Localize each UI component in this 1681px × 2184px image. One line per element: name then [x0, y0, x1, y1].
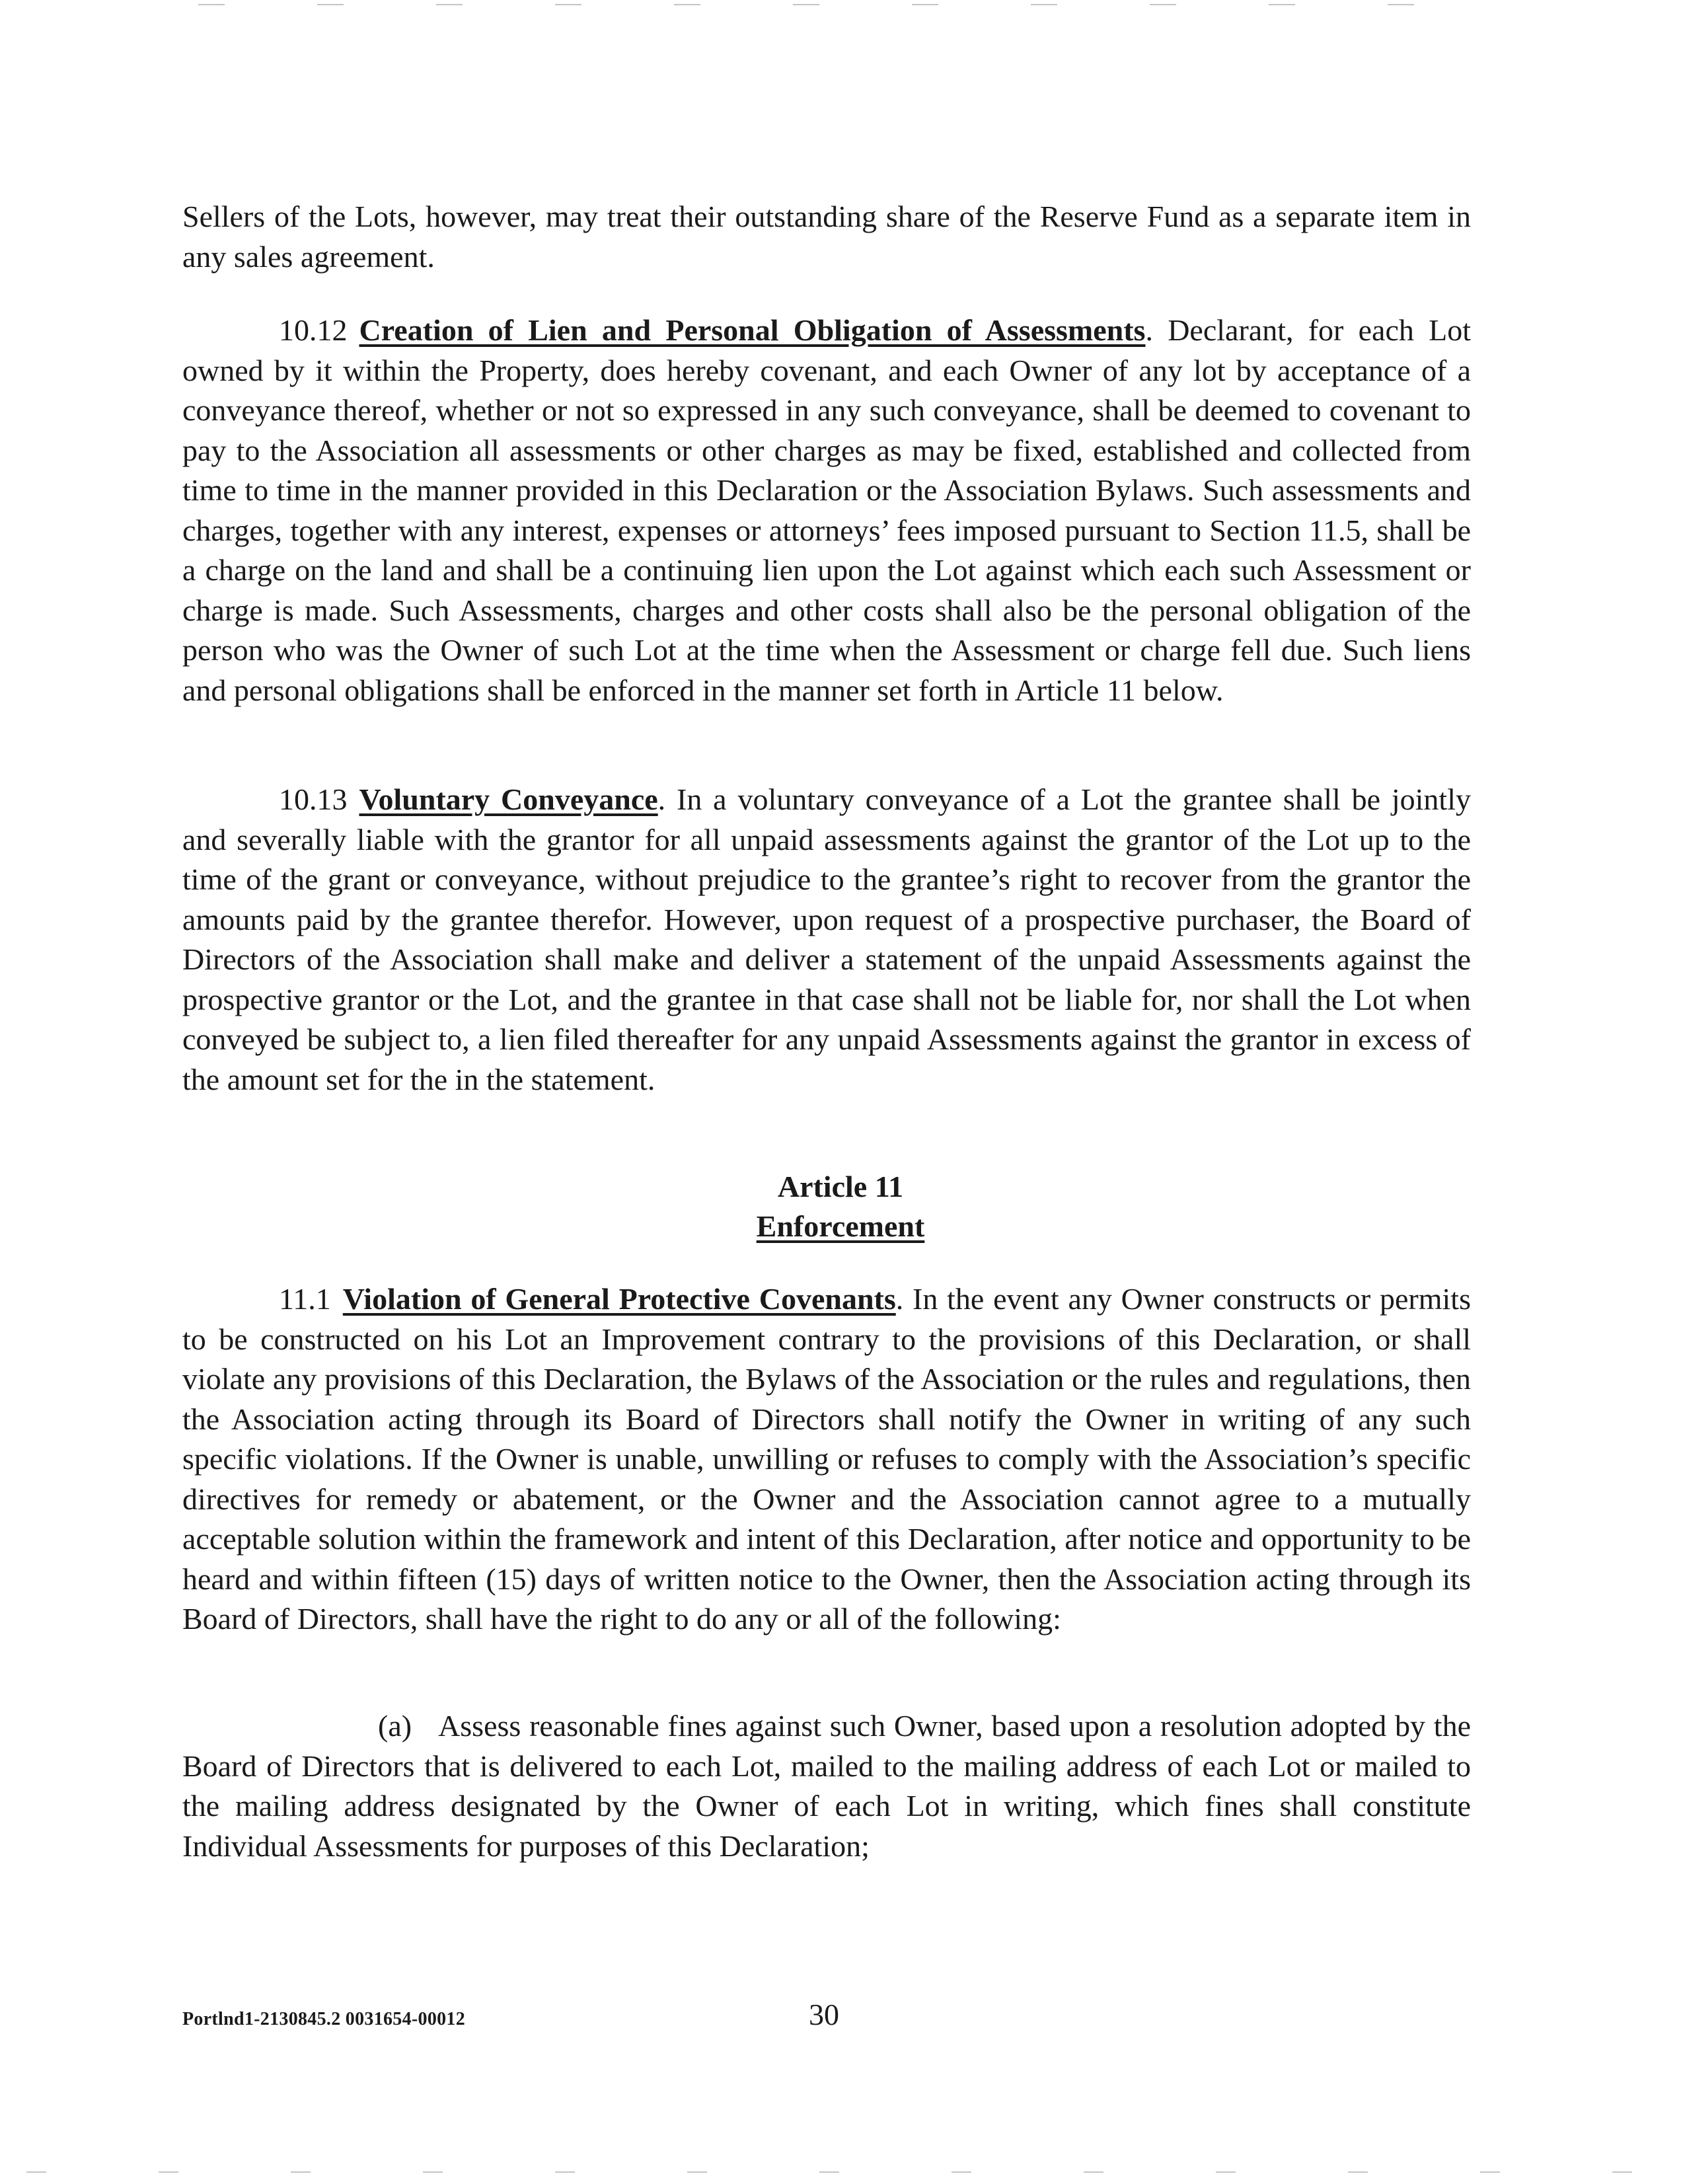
section-body: . In the event any Owner constructs or permits to be constructed on his Lot an Improvement contrary to the provisions of this Declaration, or shall violate any provisions of this Declaration, the Bylaws of the Association or the rules and regulations, then the Association acting through its Board of Directors shall notify the Owner in writing of any such specific violations. If the Owner is unable, unwilling or refuses to comply with the Association’s specific directives for remedy or abatement, or the Owner and the Association cannot agree to a mutually acceptable solution within the framework and intent of this Declaration, after notice and opportunity to be heard and within fifteen (15) days of written notice to the Owner, then the Association acting through its Board of Directors, shall have the right to do any or all of the following:	[182, 1282, 1471, 1636]
article-title	[0, 1207, 1681, 1246]
article-number: Article 11	[777, 1170, 904, 1203]
intro-paragraph: Sellers of the Lots, however, may treat their outstanding share of the Reserve Fund as a separate item in any sales agreement.	[182, 200, 1471, 274]
page-number: 30	[809, 1998, 839, 2031]
section-title: Violation of General Protective Covenants	[342, 1282, 896, 1316]
section-number: 10.12	[279, 313, 348, 347]
section-title: Voluntary Conveyance	[359, 782, 658, 816]
section-body: . In a voluntary conveyance of a Lot the grantee shall be jointly and severally liable with the grantor for all unpaid assessments against the grantor of the Lot up to the time of the grant or conveyance, without prejudice to the grantee’s right to recover from the grantor the amounts paid by the grantee therefor. However, upon request of a prospective purchaser, the Board of Directors of the Association shall make and deliver a statement of the unpaid Assessments against the prospective grantor or the Lot, and the grantee in that case shall not be liable for, nor shall the Lot when conveyed be subject to, a lien filed thereafter for any unpaid Assessments against the grantor in excess of the amount set for the in the statement.	[182, 782, 1471, 1096]
scan-mark-bottom	[26, 2171, 1652, 2173]
subsection-label: (a)	[378, 1709, 412, 1743]
section-11-1	[182, 1279, 1471, 1639]
section-10-13	[182, 780, 1471, 1100]
subsection-a	[182, 1706, 1471, 1866]
scan-mark-top	[198, 4, 1454, 5]
section-body: . Declarant, for each Lot owned by it within the Property, does hereby covenant, and each Owner of any lot by acceptance of a conveyance thereof, whether or not so expressed in any such conveyance, shall be deemed to covenant to pay to the Association all assessments or other charges as may be fixed, established and collected from time to time in the manner provided in this Declaration or the Association Bylaws. Such assessments and charges, together with any interest, expenses or attorneys’ fees imposed pursuant to Section 11.5, shall be a charge on the land and shall be a continuing lien upon the Lot against which each such Assessment or charge is made. Such Assessments, charges and other costs shall also be the personal obligation of the person who was the Owner of such Lot at the time when the Assessment or charge fell due. Such liens and personal obligations shall be enforced in the manner set forth in Article 11 below.	[182, 313, 1471, 707]
section-10-12	[182, 311, 1471, 710]
section-title: Creation of Lien and Personal Obligation of Assessments	[359, 313, 1146, 347]
article-title-text: Enforcement	[756, 1209, 925, 1243]
subsection-body: Assess reasonable fines against such Owner, based upon a resolution adopted by the Board of Directors that is delivered to each Lot, mailed to the mailing address of each Lot or mailed to the mailing address designated by the Owner of each Lot in writing, which fines shall constitute Individual Assessments for purposes of this Declaration;	[182, 1709, 1471, 1863]
section-number: 11.1	[279, 1282, 331, 1316]
section-number: 10.13	[279, 782, 348, 816]
footer-doc-id: Portlnd1-2130845.2 0031654-00012	[182, 2009, 466, 2029]
